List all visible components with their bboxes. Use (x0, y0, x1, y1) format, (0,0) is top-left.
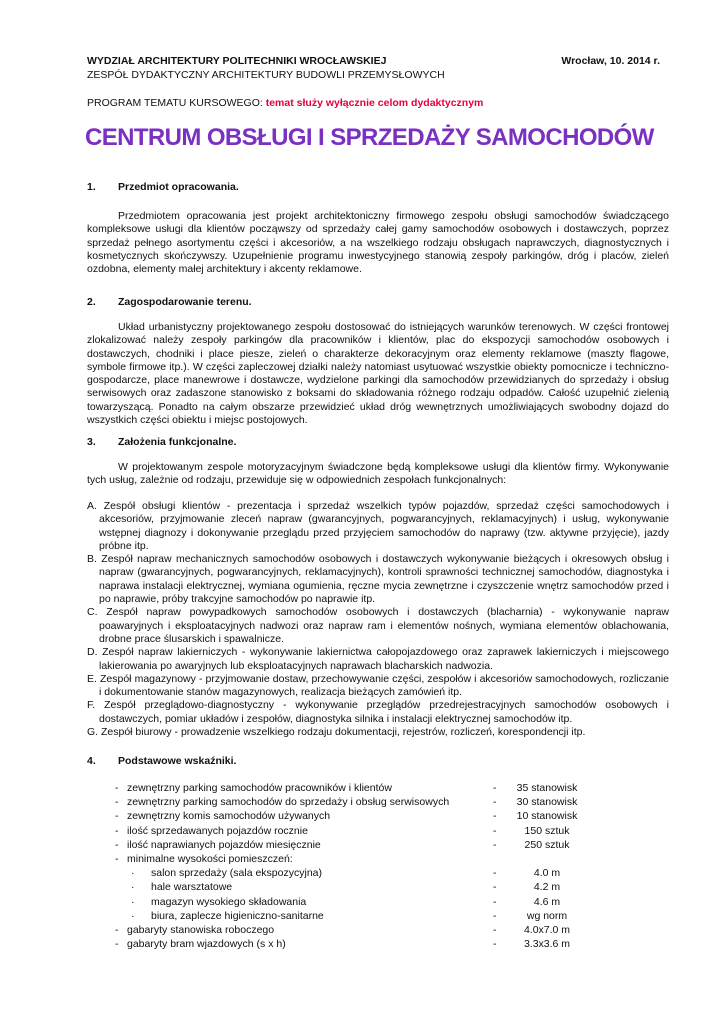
section-heading (87, 755, 236, 767)
section-paragraph (87, 461, 669, 488)
paragraph-text: W projektowanym zespole motoryzacyjnym świadczone będą kompleksowe usługi dla klientów firmy. Wykonywanie tych usług, zależnie od rodzaju, przewiduje się w odpowiednich zespołach funkcjonalnych: (87, 461, 669, 487)
paragraph-text: Przedmiotem opracowania jest projekt architektoniczny firmowego zespołu obsługi samochodów świadczącego kompleksowe usługi dla klientów począwszy od sprzedaży całej gamy samochodów osobowych i dostawczych, poprzez sprzedaż pełnego asortymentu części i akcesoriów, a na wszelkiego rodzaju obsługach naprawczych, diagnostycznych i kosmetycznych skończywszy. Uzupełnienie programu inwestycyjnego stanowią zespoły parkingów, dróg i placów, zieleń ozdobna, elementy małej architektury i akcenty reklamowe. (87, 210, 669, 276)
indicator-row (87, 923, 587, 937)
program-label: PROGRAM TEMATU KURSOWEGO: (87, 97, 263, 109)
separator: - (493, 838, 497, 851)
indicator-label: minimalne wysokości pomieszczeń: (127, 852, 293, 865)
separator: - (493, 782, 497, 794)
functional-units-list (87, 500, 669, 739)
indicator-value: 4.0 m (533, 867, 561, 880)
separator: - (493, 881, 497, 894)
indicator-row (87, 895, 587, 909)
section-paragraph (87, 210, 669, 276)
indicator-value: 150 sztuk (524, 824, 570, 837)
page-title: CENTRUM OBSŁUGI I SPRZEDAŻY SAMOCHODÓW (85, 124, 654, 151)
document-date: Wrocław, 10. 2014 r. (561, 55, 660, 67)
indicator-label: zewnętrzny parking samochodów pracowników i klientów (127, 782, 392, 794)
section-heading (87, 181, 239, 193)
separator: - (493, 796, 497, 809)
section-paragraph (87, 321, 669, 427)
indicator-value: 4.0x7.0 m (523, 923, 571, 936)
list-item: G. Zespół biurowy - prowadzenie wszelkiego rodzaju dokumentacji, rejestrów, rozliczeń, korespondencji itp. (87, 726, 586, 739)
indicator-row (87, 838, 587, 852)
list-item: C. Zespół napraw powypadkowych samochodów osobowych i dostawczych (blacharnia) - wykonywanie napraw poawaryjnych i eksploatacyjnych nadwozi oraz napraw ram i elementów nośnych, wymiana elementów oblachowania, drobne prace ślusarskich i spawalnicze. (87, 606, 669, 645)
program-note: temat służy wyłącznie celom dydaktycznym (265, 97, 484, 109)
indicator-label: ilość sprzedawanych pojazdów rocznie (127, 824, 308, 837)
bullet: - (115, 923, 119, 936)
section-heading (87, 296, 252, 308)
section-heading (87, 436, 236, 448)
indicator-label: hale warsztatowe (151, 881, 233, 894)
program-line (87, 97, 483, 109)
indicators-list (87, 781, 587, 951)
list-item: F. Zespół przeglądowo-diagnostyczny - wykonywanie przeglądów przedrejestracyjnych samochodów osobowych i dostawczych, pomiar układów i zespołów, diagnostyka silnika i instalacji elektrycznej samochodów itp. (87, 699, 669, 725)
bullet: · (131, 867, 135, 880)
separator: - (493, 909, 497, 922)
separator: - (493, 895, 497, 908)
indicator-row (87, 909, 587, 923)
bullet: · (131, 895, 135, 908)
institution-header: WYDZIAŁ ARCHITEKTURY POLITECHNIKI WROCŁAWSKIEJ (87, 55, 387, 67)
bullet: - (115, 852, 119, 865)
indicator-row (87, 880, 587, 894)
bullet: - (115, 782, 119, 794)
indicator-row (87, 809, 587, 823)
indicator-value: wg norm (526, 909, 568, 922)
section-number: 4. (87, 755, 96, 767)
separator: - (493, 810, 497, 823)
list-item: E. Zespół magazynowy - przyjmowanie dostaw, przechowywanie części, zespołów i akcesoriów samochodowych, rozliczanie i dokumentowanie stanów magazynowych, realizacja bieżących zamówień itp. (87, 672, 669, 699)
section-title: Przedmiot opracowania. (118, 181, 239, 193)
separator: - (493, 923, 497, 936)
section-title: Założenia funkcjonalne. (118, 436, 237, 448)
separator: - (493, 867, 497, 880)
bullet: - (115, 796, 119, 809)
separator: - (493, 938, 497, 951)
indicator-row (87, 866, 587, 880)
indicator-value: 4.6 m (533, 895, 561, 908)
indicator-label: zewnętrzny komis samochodów używanych (127, 810, 331, 823)
bullet: · (131, 881, 135, 894)
indicator-label: magazyn wysokiego składowania (151, 895, 307, 908)
section-number: 3. (87, 436, 96, 448)
section-title: Zagospodarowanie terenu. (118, 296, 252, 308)
indicator-label: gabaryty stanowiska roboczego (127, 923, 275, 936)
indicator-value: 3.3x3.6 m (523, 938, 571, 951)
bullet: · (131, 909, 135, 922)
section-number: 2. (87, 296, 96, 308)
section-title: Podstawowe wskaźniki. (118, 755, 237, 767)
indicator-value: 35 stanowisk (516, 782, 578, 794)
bullet: - (115, 810, 119, 823)
indicator-label: gabaryty bram wjazdowych (s x h) (127, 938, 286, 951)
indicator-label: ilość naprawianych pojazdów miesięcznie (127, 838, 321, 851)
indicator-value: 4.2 m (533, 881, 561, 894)
indicator-row (87, 824, 587, 838)
indicator-value: 10 stanowisk (516, 810, 578, 823)
indicator-row (87, 852, 587, 866)
section-number: 1. (87, 181, 96, 193)
list-item: D. Zespół napraw lakierniczych - wykonywanie lakiernictwa całopojazdowego oraz zaprawek lakierniczych i miejscowego lakierowania po awaryjnych lub eksploatacyjnych naprawach blacharskich nadwozia. (87, 646, 669, 672)
indicator-row (87, 795, 587, 809)
paragraph-text: Układ urbanistyczny projektowanego zespołu dostosować do istniejących warunków terenowych. W części frontowej zlokalizować należy zespoły parkingów dla pracowników i klientów, plac do ekspozycji samochodów osobowych i dostawczych, chodniki i place piesze, zieleń o charakterze dekoracyjnym oraz elementy reklamowe (maszty flagowe, symbole firmowe itp.). W części zapleczowej działki należy natomiast usytuować wszystkie obiekty pomocnicze i techniczno-gospodarcze, place manewrowe i dostawcze, wydzielone parkingi dla samochodów przewidzianych do sprzedaży i obsług serwisowych oraz zadaszone stanowisko z boksami do składowania różnego rodzaju odpadów. Całość uzupełnić zielenią towarzyszącą. Ponadto na całym obszarze przewidzieć układ dróg wewnętrznych umożliwiających swobodny dojazd do wszystkich części obiektu i miejsc postojowych. (87, 321, 669, 427)
bullet: - (115, 838, 119, 851)
indicator-label: biura, zaplecze higieniczno-sanitarne (151, 909, 324, 922)
department-header: ZESPÓŁ DYDAKTYCZNY ARCHITEKTURY BUDOWLI PRZEMYSŁOWYCH (87, 69, 445, 81)
indicator-row (87, 781, 587, 795)
bullet: - (115, 824, 119, 837)
list-item: A. Zespół obsługi klientów - prezentacja i sprzedaż wszelkich typów pojazdów, sprzedaż części samochodowych i akcesoriów, przyjmowanie zleceń napraw (gwarancyjnych, pogwarancyjnych, reklamacyjnych) i usług, wykonywanie wstępnej diagnozy i dokonywanie przeglądu przed przyjęciem samochodów do naprawy (tzw. aktywne przyjęcie), jazdy próbne itp. (87, 500, 669, 552)
list-item: B. Zespół napraw mechanicznych samochodów osobowych i dostawczych wykonywanie bieżących i okresowych obsług i napraw (gwarancyjnych, pogwarancyjnych, reklamacyjnych), kontroli sprawności technicznej samochodów, diagnostyka i naprawa instalacji elektrycznej, wymiana ogumienia, ręczne mycia zewnętrzne i czyszczenie wnętrz samochodów przed i po naprawie, próby trakcyjne samochodów po naprawie itp. (87, 553, 669, 606)
indicator-value: 30 stanowisk (516, 796, 578, 809)
indicator-value: 250 sztuk (524, 838, 570, 851)
bullet: - (115, 938, 119, 951)
indicator-label: salon sprzedaży (sala ekspozycyjna) (151, 867, 322, 880)
indicator-row (87, 937, 587, 951)
separator: - (493, 824, 497, 837)
indicator-label: zewnętrzny parking samochodów do sprzedaży i obsług serwisowych (127, 796, 450, 809)
